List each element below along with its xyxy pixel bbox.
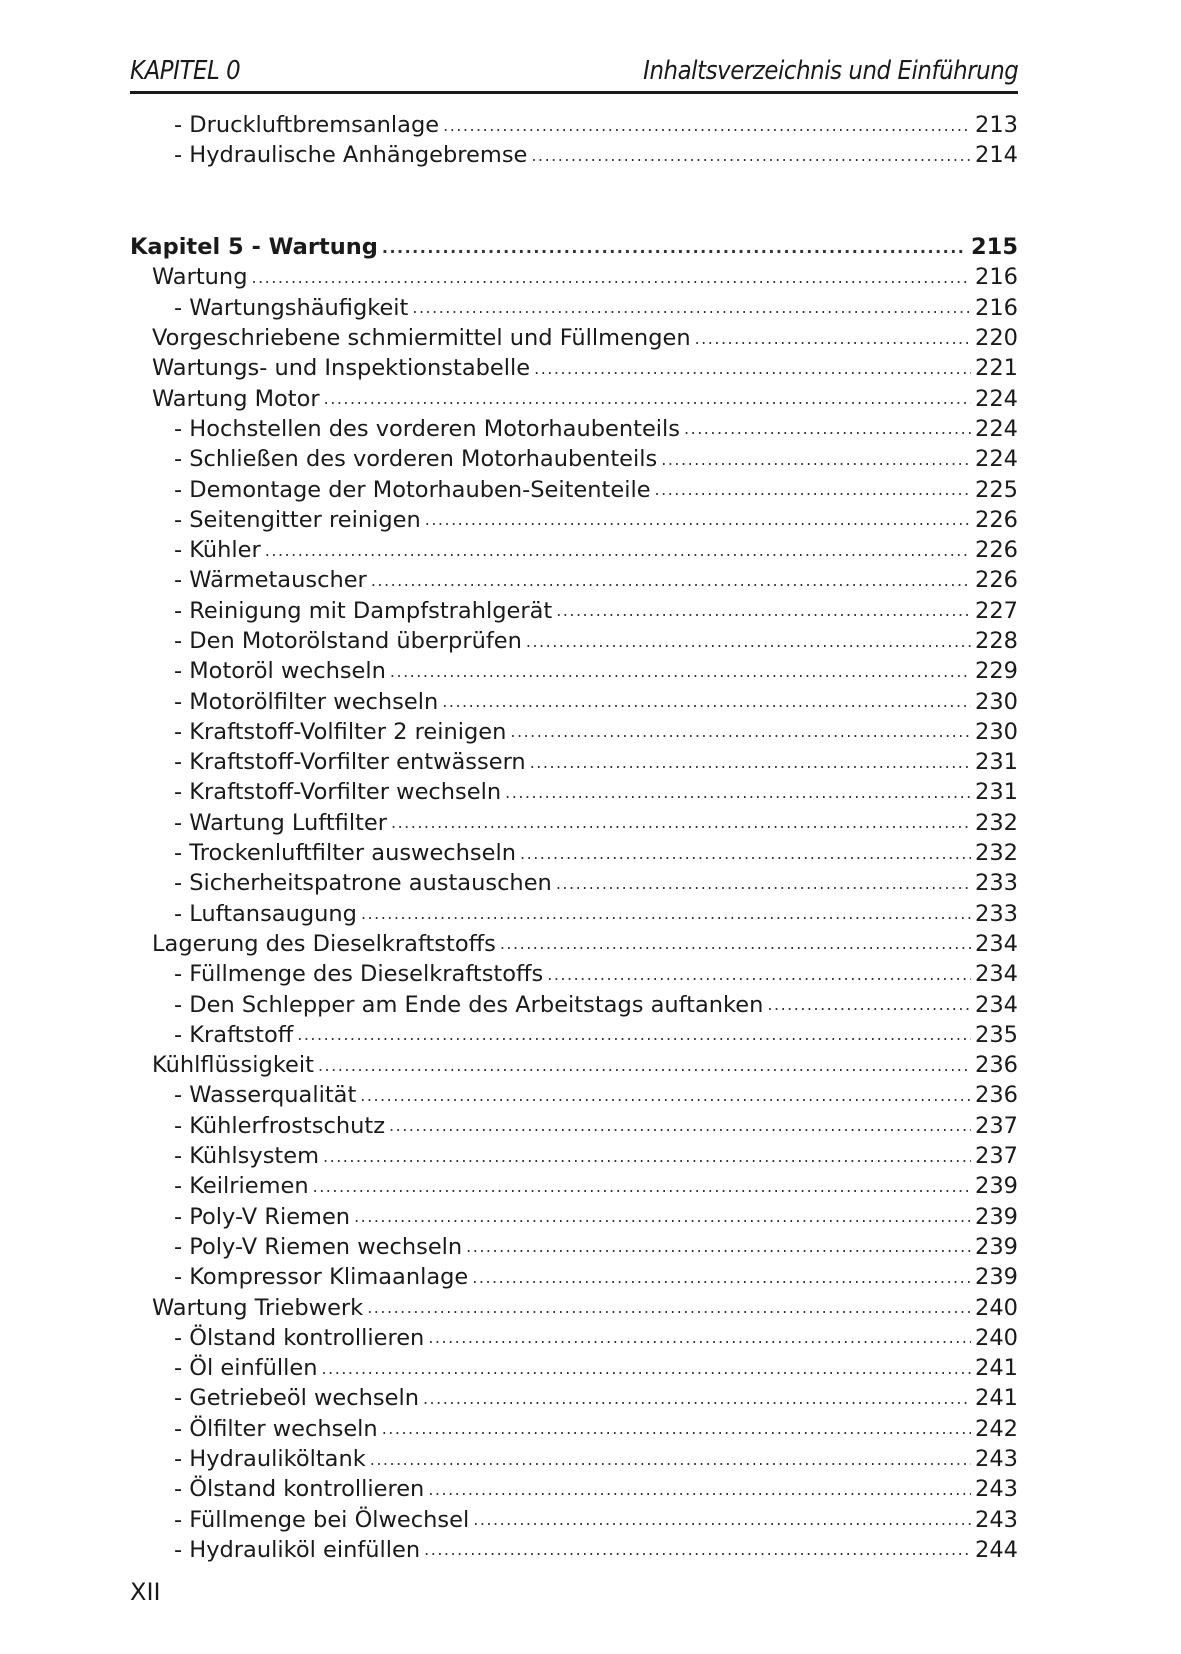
toc-entry[interactable] <box>130 444 1018 474</box>
toc-entry-page: 244 <box>975 1536 1018 1563</box>
toc-entry-title: - Reinigung mit Dampfstrahlgerät <box>174 597 553 624</box>
dot-leader <box>367 1298 971 1317</box>
toc-entry-title: - Motoröl wechseln <box>174 658 386 685</box>
toc-entry-page: 229 <box>975 658 1018 685</box>
dot-leader <box>313 1177 971 1196</box>
toc-entry-title: - Trockenluftfilter auswechseln <box>174 840 517 867</box>
toc-entry-title: - Hydrauliköltank <box>174 1446 366 1473</box>
toc-chapter-list <box>130 232 1018 1565</box>
dot-leader <box>473 1510 971 1529</box>
toc-entry[interactable] <box>130 1414 1018 1444</box>
toc-entry[interactable] <box>130 777 1018 807</box>
toc-entry[interactable] <box>130 596 1018 626</box>
toc-entry[interactable] <box>130 565 1018 595</box>
toc-entry-title: - Kraftstoff-Vorfilter entwässern <box>174 749 526 776</box>
dot-leader <box>442 692 971 711</box>
dot-leader <box>428 1480 971 1499</box>
toc-entry-title: - Luftansaugung <box>174 900 357 927</box>
toc-entry-title: - Poly-V Riemen <box>174 1203 351 1230</box>
toc-entry[interactable] <box>130 899 1018 929</box>
toc-entry-page: 230 <box>975 688 1018 715</box>
toc-entry-title: - Demontage der Motorhauben-Seitenteile <box>174 476 651 503</box>
toc-entry-page: 226 <box>975 537 1018 564</box>
chapter-label: KAPITEL 0 <box>130 56 241 86</box>
toc-entry[interactable] <box>130 989 1018 1019</box>
toc-entry-page: 213 <box>975 112 1018 139</box>
toc-entry-page: 239 <box>975 1233 1018 1260</box>
dot-leader <box>534 359 971 378</box>
dot-leader <box>556 874 971 893</box>
toc-entry-title: - Getriebeöl wechseln <box>174 1385 419 1412</box>
toc-entry-page: 243 <box>975 1446 1018 1473</box>
toc-entry-page: 227 <box>975 597 1018 624</box>
toc-entry[interactable] <box>130 1080 1018 1110</box>
toc-entry-page: 224 <box>975 415 1018 442</box>
toc-entry-title: - Kraftstoff-Vorfilter wechseln <box>174 779 502 806</box>
toc-entry[interactable] <box>130 505 1018 535</box>
toc-entry-page: 221 <box>975 355 1018 382</box>
toc-entry[interactable] <box>130 929 1018 959</box>
toc-entry-title: - Ölfilter wechseln <box>174 1415 378 1442</box>
toc-entry-title: - Wartungshäufigkeit <box>174 294 409 321</box>
toc-entry-title: - Poly-V Riemen wechseln <box>174 1233 463 1260</box>
toc-entry[interactable] <box>130 838 1018 868</box>
toc-entry-title: - Kraftstoff-Volfilter 2 reinigen <box>174 718 507 745</box>
toc-entry-title: - Kraftstoff <box>174 1021 294 1048</box>
toc-entry-title: - Öl einfüllen <box>174 1355 318 1382</box>
toc-entry[interactable] <box>130 626 1018 656</box>
toc-entry[interactable] <box>130 1141 1018 1171</box>
toc-entry-title: - Kühlerfrostschutz <box>174 1112 386 1139</box>
dot-leader <box>695 329 971 348</box>
toc-entry-page: 242 <box>975 1415 1018 1442</box>
toc-entry[interactable] <box>130 959 1018 989</box>
toc-entry-title: Wartungs- und Inspektionstabelle <box>152 355 531 382</box>
toc-entry-page: 241 <box>975 1385 1018 1412</box>
toc-entry[interactable] <box>130 1444 1018 1474</box>
toc-entry-page: 220 <box>975 325 1018 352</box>
toc-entry-title: - Schließen des vorderen Motorhaubenteils <box>174 446 658 473</box>
toc-entry-title: Lagerung des Dieselkraftstoffs <box>152 930 496 957</box>
toc-entry-title: - Keilriemen <box>174 1173 309 1200</box>
toc-entry[interactable] <box>130 353 1018 383</box>
toc-entry-page: 215 <box>971 234 1018 261</box>
toc-entry[interactable] <box>130 717 1018 747</box>
toc-entry[interactable] <box>130 1050 1018 1080</box>
toc-entry[interactable] <box>130 1292 1018 1322</box>
toc-entry-page: 231 <box>975 779 1018 806</box>
dot-leader <box>428 1328 971 1347</box>
toc-entry-page: 216 <box>975 264 1018 291</box>
toc-entry[interactable] <box>130 1262 1018 1292</box>
dot-leader <box>354 1207 971 1226</box>
toc-entry[interactable] <box>130 1504 1018 1534</box>
toc-entry-title: Wartung Triebwerk <box>152 1294 364 1321</box>
toc-entry-page: 216 <box>975 294 1018 321</box>
toc-entry-page: 224 <box>975 446 1018 473</box>
dot-leader <box>323 1147 971 1166</box>
dot-leader <box>265 541 971 560</box>
toc-entry-page: 232 <box>975 809 1018 836</box>
dot-leader <box>500 934 971 953</box>
toc-entry[interactable] <box>130 868 1018 898</box>
toc-entry-page: 225 <box>975 476 1018 503</box>
dot-leader <box>423 1389 971 1408</box>
dot-leader <box>531 146 971 165</box>
toc-entry-page: 243 <box>975 1476 1018 1503</box>
dot-leader <box>251 268 971 287</box>
toc-entry-page: 241 <box>975 1355 1018 1382</box>
dot-leader <box>655 480 972 499</box>
toc-entry-page: 240 <box>975 1324 1018 1351</box>
toc-entry[interactable] <box>130 1202 1018 1232</box>
toc-entry-page: 233 <box>975 870 1018 897</box>
page-number: XII <box>130 1578 161 1606</box>
toc-entry-title: - Ölstand kontrollieren <box>174 1324 425 1351</box>
toc-entry[interactable] <box>130 1353 1018 1383</box>
toc-entry[interactable] <box>130 1232 1018 1262</box>
toc-entry-page: 243 <box>975 1506 1018 1533</box>
toc-entry[interactable] <box>130 1474 1018 1504</box>
toc-entry-page: 226 <box>975 506 1018 533</box>
toc-entry[interactable] <box>130 535 1018 565</box>
toc-entry[interactable] <box>130 1323 1018 1353</box>
dot-leader <box>661 450 971 469</box>
toc-entry-title: Vorgeschriebene schmiermittel und Füllmengen <box>152 325 691 352</box>
toc-entry-title: - Druckluftbremsanlage <box>174 112 440 139</box>
dot-leader <box>297 1025 971 1044</box>
dot-leader <box>505 783 971 802</box>
toc-entry[interactable] <box>130 414 1018 444</box>
dot-leader <box>767 995 971 1014</box>
toc-entry-title: - Kühlsystem <box>174 1143 320 1170</box>
dot-leader <box>520 844 971 863</box>
toc-entry[interactable] <box>130 1535 1018 1565</box>
toc-entry[interactable] <box>130 474 1018 504</box>
dot-leader <box>318 1056 971 1075</box>
dot-leader <box>425 510 971 529</box>
toc-entry-title: Kühlflüssigkeit <box>152 1052 314 1079</box>
toc-entry[interactable] <box>130 140 1018 170</box>
toc-entry[interactable] <box>130 656 1018 686</box>
toc-continued-list <box>130 110 1018 171</box>
toc-entry-page: 214 <box>975 142 1018 169</box>
toc-entry-title: - Hochstellen des vorderen Motorhaubenteils <box>174 415 681 442</box>
toc-entry-page: 239 <box>975 1203 1018 1230</box>
toc-entry-page: 235 <box>975 1021 1018 1048</box>
toc-entry-title: - Seitengitter reinigen <box>174 506 421 533</box>
dot-leader <box>382 1419 971 1438</box>
toc-entry-page: 231 <box>975 749 1018 776</box>
toc-entry[interactable] <box>130 1020 1018 1050</box>
toc-entry-title: - Wartung Luftfilter <box>174 809 387 836</box>
section-title: Inhaltsverzeichnis und Einführung <box>642 56 1018 86</box>
toc-entry-page: 234 <box>975 961 1018 988</box>
header-rule <box>130 91 1018 94</box>
dot-leader <box>361 904 971 923</box>
toc-entry-title: - Kühler <box>174 537 261 564</box>
dot-leader <box>547 965 971 984</box>
dot-leader <box>530 753 971 772</box>
toc-entry-title: - Sicherheitspatrone austauschen <box>174 870 552 897</box>
toc-chapter-entry[interactable] <box>130 232 1018 262</box>
toc-entry-title: - Wärmetauscher <box>174 567 367 594</box>
dot-leader <box>510 722 971 741</box>
dot-leader <box>324 389 971 408</box>
dot-leader <box>412 298 971 317</box>
toc-entry-title: - Den Motorölstand überprüfen <box>174 628 522 654</box>
toc-entry[interactable] <box>130 1171 1018 1201</box>
dot-leader <box>371 571 971 590</box>
dot-leader <box>370 1450 971 1469</box>
toc-entry-title: Wartung <box>152 264 248 291</box>
toc-entry-page: 239 <box>975 1264 1018 1291</box>
dot-leader <box>466 1237 971 1256</box>
toc-entry-page: 234 <box>975 991 1018 1018</box>
toc-entry-page: 239 <box>975 1173 1018 1200</box>
toc-entry[interactable] <box>130 686 1018 716</box>
toc-entry[interactable] <box>130 383 1018 413</box>
dot-leader <box>424 1540 971 1559</box>
toc-entry-title: - Motorölfilter wechseln <box>174 688 439 715</box>
toc-entry-page: 237 <box>975 1143 1018 1170</box>
toc-entry-title: - Den Schlepper am Ende des Arbeitstags auftanken <box>174 991 764 1018</box>
toc-entry[interactable] <box>130 110 1018 140</box>
toc-entry-title: - Ölstand kontrollieren <box>174 1476 425 1503</box>
toc-entry-page: 226 <box>975 567 1018 594</box>
dot-leader <box>382 238 967 257</box>
toc-entry-page: 228 <box>975 628 1018 654</box>
dot-leader <box>322 1359 972 1378</box>
toc-entry-title: - Füllmenge des Dieselkraftstoffs <box>174 961 544 988</box>
toc-entry-title: - Hydraulische Anhängebremse <box>174 142 528 169</box>
toc-entry-page: 232 <box>975 840 1018 867</box>
toc-entry[interactable] <box>130 1111 1018 1141</box>
dot-leader <box>391 813 971 832</box>
toc-entry-title: - Kompressor Klimaanlage <box>174 1264 469 1291</box>
dot-leader <box>390 662 971 681</box>
toc-entry-page: 224 <box>975 385 1018 412</box>
running-header <box>130 56 1018 92</box>
toc-entry-page: 233 <box>975 900 1018 927</box>
toc-entry[interactable] <box>130 747 1018 777</box>
toc-entry[interactable] <box>130 262 1018 292</box>
toc-entry-title: Kapitel 5 - Wartung <box>130 234 378 261</box>
toc-entry-page: 236 <box>975 1082 1018 1109</box>
toc-entry[interactable] <box>130 808 1018 838</box>
toc-entry[interactable] <box>130 1383 1018 1413</box>
toc-entry-title: - Wasserqualität <box>174 1082 357 1109</box>
dot-leader <box>443 116 971 135</box>
dot-leader <box>684 419 971 438</box>
toc-entry-page: 240 <box>975 1294 1018 1321</box>
toc-entry[interactable] <box>130 293 1018 323</box>
toc-entry-page: 230 <box>975 718 1018 745</box>
dot-leader <box>526 632 971 651</box>
toc-entry-title: - Hydrauliköl einfüllen <box>174 1536 421 1563</box>
toc-entry-page: 236 <box>975 1052 1018 1079</box>
toc-entry-title: Wartung Motor <box>152 385 320 412</box>
dot-leader <box>556 601 971 620</box>
dot-leader <box>472 1268 971 1287</box>
toc-entry-page: 234 <box>975 930 1018 957</box>
toc-entry-page: 237 <box>975 1112 1018 1139</box>
toc-entry[interactable] <box>130 323 1018 353</box>
dot-leader <box>389 1116 971 1135</box>
toc-entry-title: - Füllmenge bei Ölwechsel <box>174 1506 470 1533</box>
dot-leader <box>360 1086 971 1105</box>
